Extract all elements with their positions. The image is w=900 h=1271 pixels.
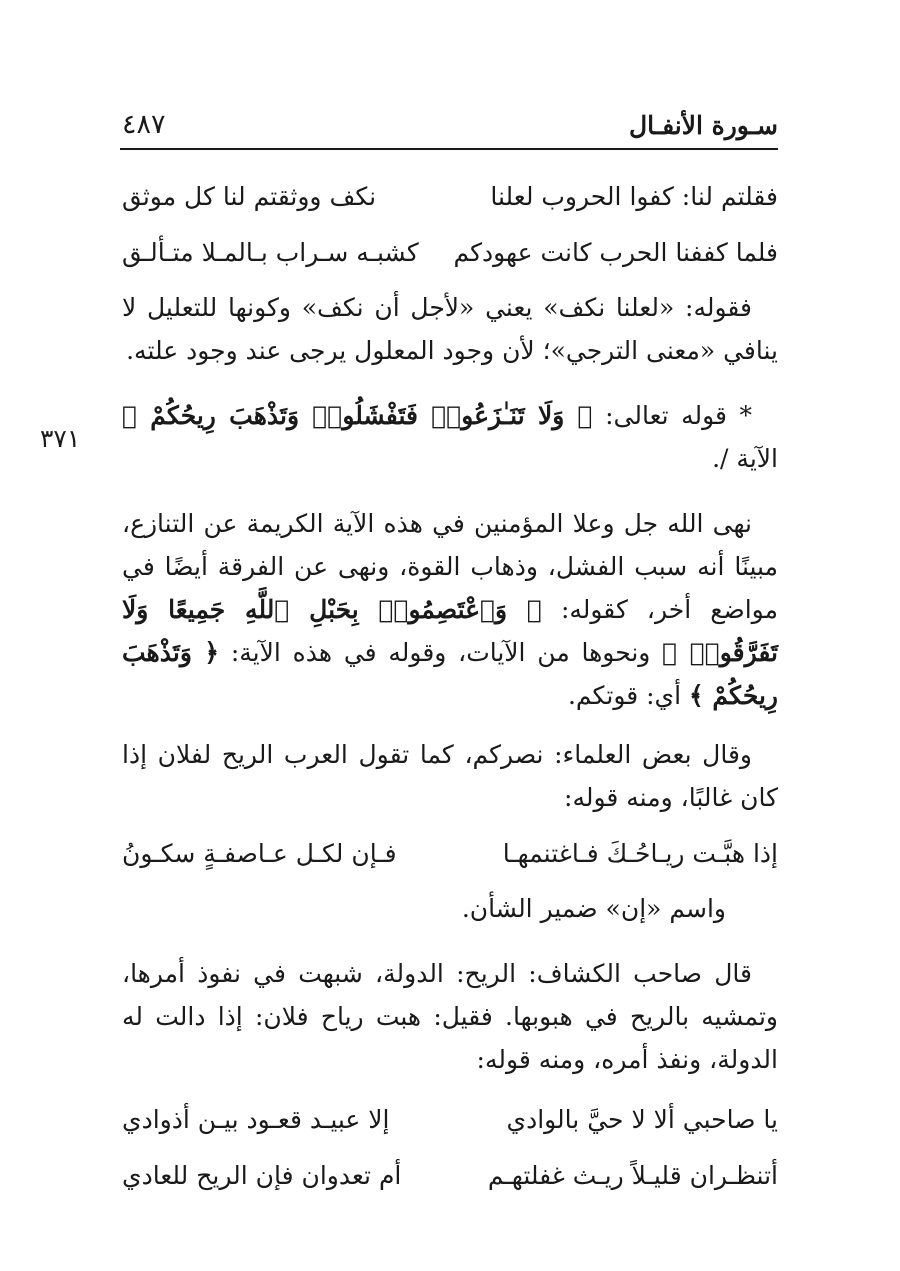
hemistich-second: إلا عبيـد قعـود بيـن أذوادي: [122, 1104, 390, 1134]
poetry-line: [122, 168, 778, 224]
heading-suffix: الآية /.: [712, 444, 778, 473]
hemistich-second: كشبـه سـراب بـالمـلا متـألـق: [122, 237, 419, 267]
text-run: أي: قوتكم.: [567, 681, 682, 710]
hemistich-first: يا صاحبي ألا لا حيَّ بالوادي: [506, 1104, 778, 1134]
quran-quote: ﴿ وَلَا تَنَـٰزَعُوا۟ فَتَفْشَلُوا۟ وَتَذْهَبَ رِيحُكُمْ ﴾: [122, 401, 593, 430]
hemistich-first: فقلتم لنا: كفوا الحروب لعلنا: [490, 181, 778, 211]
quran-quote: ﴿ وَٱعْتَصِمُوا۟ بِحَبْلِ ٱللَّهِ جَمِيعًا وَلَا تَفَرَّقُوا۟ ﴾: [122, 595, 778, 667]
text-run: ونحوها من الآيات، وقوله في هذه الآية:: [230, 638, 651, 667]
hemistich-first: فلما كففنا الحرب كانت عهودكم: [453, 237, 778, 267]
page-number: ٤٨٧: [122, 109, 166, 140]
surah-title: سـورة الأنفـال: [629, 111, 778, 140]
paragraph: قال صاحب الكشاف: الريح: الدولة، شبهت في نفوذ أمرها، وتمشيه بالريح في هبوبها. فقيل: هبت رياح فلان: إذا دالت له الدولة، ونفذ أمره، ومنه قوله:: [122, 959, 778, 1074]
hemistich-second: فـإن لكـل عـاصفـةٍ سكـونُ: [122, 838, 397, 868]
hemistich-first: إذا هبَّـت ريـاحُـكَ فـاغتنمهـا: [502, 838, 778, 868]
paragraph: [122, 502, 778, 717]
quran-quote: ﴿ وَتَذْهَبَ رِيحُكُمْ ﴾: [122, 638, 778, 710]
paragraph: وقال بعض العلماء: نصركم، كما تقول العرب الريح لفلان إذا كان غالبًا، ومنه قوله:: [122, 740, 778, 812]
verse-heading: [122, 394, 778, 480]
hemistich-first: أتنظـران قليـلاً ريـث غفلتهـم: [487, 1160, 778, 1190]
hemistich-second: نكف ووثقتم لنا كل موثق: [122, 181, 377, 211]
heading-prefix: * قوله تعالى:: [605, 401, 753, 430]
poetry-line: [122, 1147, 778, 1203]
page-header: [120, 100, 778, 150]
paragraph: واسم «إن» ضمير الشأن.: [461, 894, 726, 923]
page-body: [122, 168, 778, 1203]
paragraph: فقوله: «لعلنا نكف» يعني «لأجل أن نكف» وكونها للتعليل لا ينافي «معنى الترجي»؛ لأن وجود المعلول يرجى عند وجود علته.: [122, 293, 778, 365]
poetry-line: [122, 224, 778, 280]
text-run: نهى الله جل وعلا المؤمنين في هذه الآية الكريمة عن التنازع، مبينًا أنه سبب الفشل، وذهاب القوة، ونهى عن الفرقة أيضًا في مواضع أخر، كقوله:: [122, 509, 778, 624]
hemistich-second: أم تعدوان فإن الريح للعادي: [122, 1160, 402, 1190]
poetry-line: [122, 1091, 778, 1147]
margin-note-number: ٣٧١: [40, 424, 81, 453]
poetry-line: [122, 825, 778, 881]
